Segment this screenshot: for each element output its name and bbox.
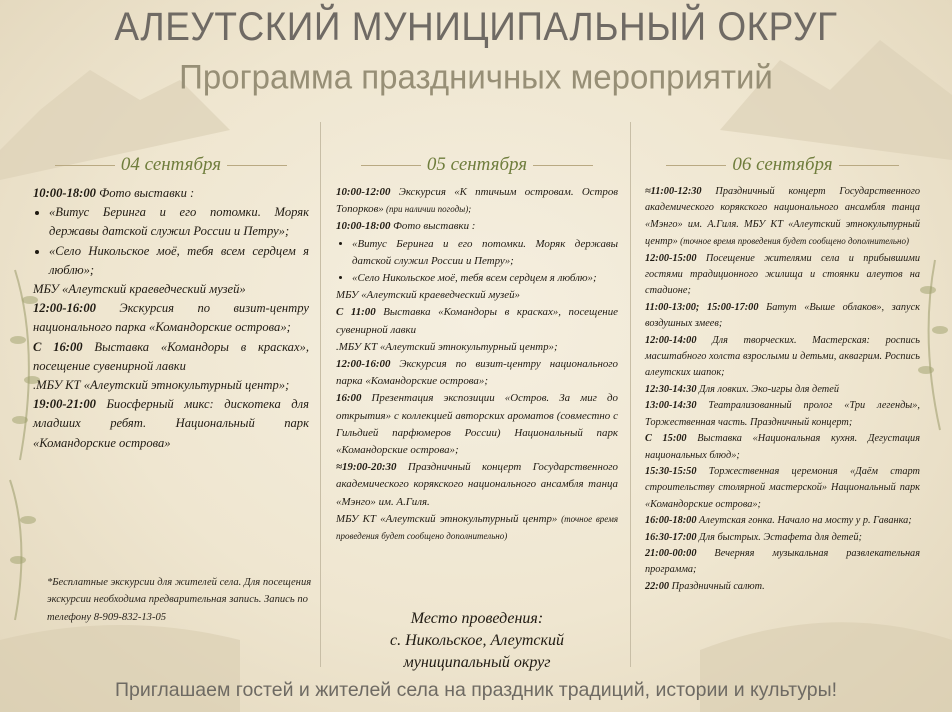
event-text: МБУ «Алеутский краеведческий музей» (336, 289, 520, 302)
schedule-entry (645, 382, 920, 398)
schedule-column-2 (336, 184, 618, 545)
event-time: 12:00-16:00 (33, 301, 96, 316)
event-time: 21:00-00:00 (645, 547, 697, 559)
event-text: Посещение жителями села и прибывшими гостями традиционного жилища и стоянки алеутов на стадионе; (645, 252, 920, 297)
exhibition-list (336, 236, 618, 288)
event-text: Для ловких. Эко-игры для детей (696, 383, 839, 395)
event-text: Экскурсия «К птичьим островам. Остров Топорков» (336, 186, 618, 216)
schedule-entry (336, 218, 618, 235)
date-heading-1: 04 сентября (33, 154, 309, 176)
event-text: Батут «Выше облаков», запуск воздушных змеев; (645, 301, 920, 330)
event-text: Фото выставки : (390, 220, 476, 233)
event-time: 12:00-16:00 (336, 358, 391, 371)
event-text: Театрализованный пролог «Три легенды», Торжественная часть. Праздничный концерт; (645, 400, 920, 428)
event-time: 22:00 (645, 580, 670, 592)
schedule-entry (33, 376, 309, 395)
schedule-entry (645, 300, 920, 333)
event-time: 11:00-13:00; 15:00-17:00 (645, 301, 759, 313)
schedule-entry (336, 459, 618, 511)
schedule-entry (645, 251, 920, 300)
event-time: 10:00-18:00 (336, 220, 391, 233)
event-text: Для быстрых. Эстафета для детей; (696, 531, 862, 543)
event-text: «Село Никольское моё, тебя всем сердцем я люблю»; (49, 243, 309, 277)
event-time: 16:30-17:00 (645, 531, 697, 543)
event-text: Выставка «Командоры в красках», посещение сувенирной лавки (33, 339, 309, 373)
event-time: 10:00-12:00 (336, 186, 391, 198)
event-time: 12:00-15:00 (645, 252, 697, 264)
list-item (352, 270, 618, 287)
event-note: (при наличии погоды); (383, 204, 472, 215)
event-note: (точное время проведения будет сообщено дополнительно) (677, 236, 909, 247)
event-text: .МБУ КТ «Алеутский этнокультурный центр»; (33, 378, 290, 393)
event-text: Экскурсия по визит-центру национального парка «Командорские острова»; (33, 301, 309, 335)
event-text: «Витус Беринга и его потомки. Моряк державы датской служил России и Петру»; (352, 237, 618, 267)
event-text: Экскурсия по визит-центру национального парка «Командорские острова»; (336, 358, 618, 388)
event-text: «Витус Беринга и его потомки. Моряк державы датской служил России и Петру»; (49, 205, 309, 239)
list-item (352, 236, 618, 270)
event-text: Презентация экспозиции «Остров. За миг до открытия» с коллекцией авторских ароматов (совместно с Гильдией парфюмеров России) Национальный парк «Командорские острова»; (336, 392, 618, 457)
venue-block (336, 608, 618, 674)
event-time: С 16:00 (33, 339, 83, 354)
column-divider (320, 122, 321, 667)
venue-line: Место проведения: (410, 610, 544, 627)
event-time: ≈11:00-12:30 (645, 186, 702, 197)
event-text: «Село Никольское моё, тебя всем сердцем я люблю»; (352, 272, 597, 285)
event-text: МБУ «Алеутский краеведческий музей» (33, 282, 246, 297)
schedule-entry (33, 280, 309, 299)
event-text: МБУ КТ «Алеутский этнокультурный центр» (336, 512, 558, 525)
page-subtitle: Программа праздничных мероприятий (179, 57, 773, 96)
schedule-entry (336, 339, 618, 356)
list-item (49, 203, 309, 241)
event-text: Для творческих. Мастерская: роспись масштабного холста взрослыми и детьми, аквагрим. Роспись алеутских шапок; (645, 334, 920, 379)
schedule-entry (645, 431, 920, 464)
event-text: Торжественная церемония «Даём старт строительству столярной мастерской» Национальный парк «Командорские острова»; (645, 465, 920, 510)
event-time: 15:30-15:50 (645, 465, 697, 477)
schedule-entry (645, 579, 920, 595)
date-heading-2: 05 сентября (336, 154, 618, 176)
list-item (49, 242, 309, 280)
schedule-entry (645, 398, 920, 431)
exhibition-list (33, 203, 309, 280)
footer-invitation: Приглашаем гостей и жителей села на праздник традиций, истории и культуры! (114, 679, 838, 701)
schedule-entry (336, 511, 618, 545)
schedule-entry (645, 184, 920, 251)
event-text: .МБУ КТ «Алеутский этнокультурный центр»; (336, 340, 558, 353)
schedule-entry (645, 464, 920, 513)
event-text: Выставка «Командоры в красках», посещение сувенирной лавки (336, 306, 618, 336)
event-text: Биосферный микс: дискотека для младших ребят. Национальный парк «Командорские острова» (33, 397, 309, 450)
event-text: Праздничный салют. (669, 580, 765, 592)
schedule-entry (33, 184, 309, 203)
event-time: 19:00-21:00 (33, 397, 96, 412)
event-time: 16:00 (336, 392, 362, 405)
schedule-entry (33, 299, 309, 337)
column-divider (630, 122, 631, 667)
event-note: (точное время проведения будет сообщено дополнительно) (336, 513, 619, 542)
schedule-entry (645, 530, 920, 546)
event-time: ≈19:00-20:30 (336, 461, 397, 474)
schedule-entry (645, 546, 920, 579)
event-text: Вечерняя музыкальная развлекательная программа; (645, 547, 920, 576)
schedule-entry (336, 390, 618, 459)
event-text: Выставка «Национальная кухня. Дегустация национальных блюд»; (645, 433, 920, 461)
event-time: 13:00-14:30 (645, 400, 697, 412)
venue-line: с. Никольское, Алеутский (390, 632, 564, 649)
event-time: 12:00-14:00 (645, 334, 697, 346)
event-time: С 11:00 (336, 306, 376, 319)
event-text: Праздничный концерт Государственного академического корякского национального ансамбля танца «Мэнго» им. А.Гиля. МБУ КТ «Алеутский этнокультурный центр» (645, 186, 920, 248)
free-excursion-note: *Бесплатные экскурсии для жителей села. Для посещения экскурсии необходима предварительная запись. Запись по телефону 8-909-832-13-05 (47, 577, 312, 623)
date-heading-3: 06 сентября (645, 154, 920, 176)
page-title: АЛЕУТСКИЙ МУНИЦИПАЛЬНЫЙ ОКРУГ (114, 4, 838, 49)
schedule-entry (336, 304, 618, 338)
schedule-entry (336, 356, 618, 390)
schedule-entry (336, 287, 618, 304)
schedule-entry (645, 333, 920, 382)
event-time: 16:00-18:00 (645, 515, 697, 527)
event-text: Праздничный концерт Государственного академического корякского национального ансамбля танца «Мэнго» им. А.Гиля. (336, 461, 618, 508)
schedule-entry (645, 513, 920, 529)
event-text: Фото выставки : (95, 186, 195, 200)
event-time: 10:00-18:00 (33, 186, 96, 200)
event-text: Алеутская гонка. Начало на мосту у р. Гаванка; (696, 515, 912, 527)
venue-line: муниципальный округ (403, 654, 551, 671)
schedule-column-1 (33, 184, 309, 453)
event-time: С 15:00 (645, 433, 687, 445)
schedule-entry (336, 184, 618, 218)
event-time: 12:30-14:30 (645, 383, 697, 395)
schedule-entry (33, 338, 309, 376)
schedule-column-3 (645, 184, 920, 595)
schedule-entry (33, 395, 309, 453)
